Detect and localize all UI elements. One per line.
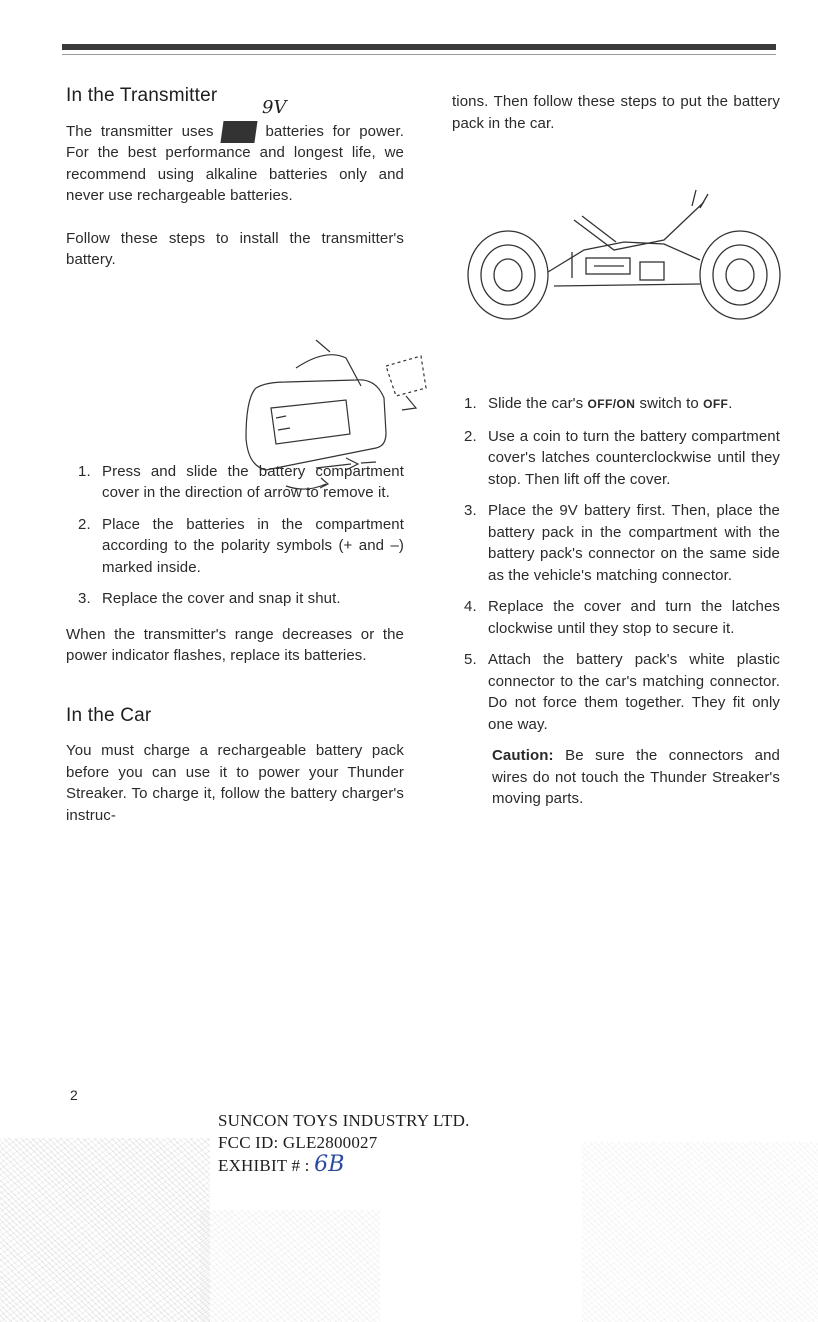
list-item: 4. Replace the cover and turn the latches clockwise until they stop to secure it.: [464, 598, 780, 637]
car-illustration: [464, 180, 784, 350]
page-number: 2: [70, 1087, 78, 1103]
company-name: SUNCON TOYS INDUSTRY LTD.: [218, 1111, 470, 1130]
charge-paragraph: You must charge a rechargeable battery pack before you can use it to power your Thunder Streaker. To charge it, follow the battery charger's instruc-: [66, 742, 404, 824]
scan-noise: [582, 1142, 818, 1322]
list-item: 1. Press and slide the battery compartment cover in the direction of arrow to remove it.: [78, 462, 404, 501]
crossed-out-battery-type: AAA: [221, 121, 258, 143]
fcc-exhibit-stamp: [218, 1110, 470, 1177]
car-steps: [452, 393, 780, 735]
exhibit-line: EXHIBIT # : 6B: [218, 1152, 345, 1177]
exhibit-number-handwritten: 6B: [314, 1152, 345, 1177]
heading-car: In the Car: [66, 704, 152, 726]
follow-steps-paragraph: Follow these steps to install the transmitter's battery.: [66, 229, 404, 268]
continuation-paragraph: tions. Then follow these steps to put the battery pack in the car.: [452, 93, 780, 132]
list-item: 5. Attach the battery pack's white plastic connector to the car's matching connector. Do not force them together. They fit only one way.: [464, 651, 780, 733]
list-item: 3. Place the 9V battery first. Then, place the battery pack in the compartment with the battery pack's connector on the same side as the vehicle's matching connector.: [464, 502, 780, 584]
scan-noise: [200, 1210, 380, 1322]
list-item: 3. Replace the cover and snap it shut.: [78, 590, 341, 607]
top-rule: [62, 44, 776, 50]
battery-paragraph: The transmitter uses AAA batteries for power. For the best performance and longest life, we recommend using alkaline batteries only and never use rechargeable batteries.: [66, 122, 404, 204]
replace-batteries-paragraph: When the transmitter's range decreases or the power indicator flashes, replace its batteries.: [66, 625, 404, 664]
list-item: 1. Slide the car's OFF/ON switch to OFF.: [464, 395, 733, 412]
list-item: 2. Place the batteries in the compartment according to the polarity symbols (+ and –) marked inside.: [78, 515, 404, 576]
fcc-id: FCC ID: GLE2800027: [218, 1133, 378, 1152]
scan-noise: [0, 1138, 210, 1322]
list-item: 2. Use a coin to turn the battery compartment cover's latches counterclockwise until they stop. Then lift off the cover.: [464, 427, 780, 488]
top-rule-thin: [62, 54, 776, 55]
caution-note: Caution: Be sure the connectors and wires do not touch the Thunder Streaker's moving parts.: [492, 747, 780, 807]
heading-transmitter: In the Transmitter: [66, 85, 218, 106]
right-column: [452, 85, 780, 134]
handwritten-9v-note: 9V: [262, 96, 287, 118]
transmitter-battery-illustration: [226, 338, 436, 508]
right-steps-block: [452, 393, 780, 810]
battery-paragraph-wrap: [66, 96, 404, 207]
